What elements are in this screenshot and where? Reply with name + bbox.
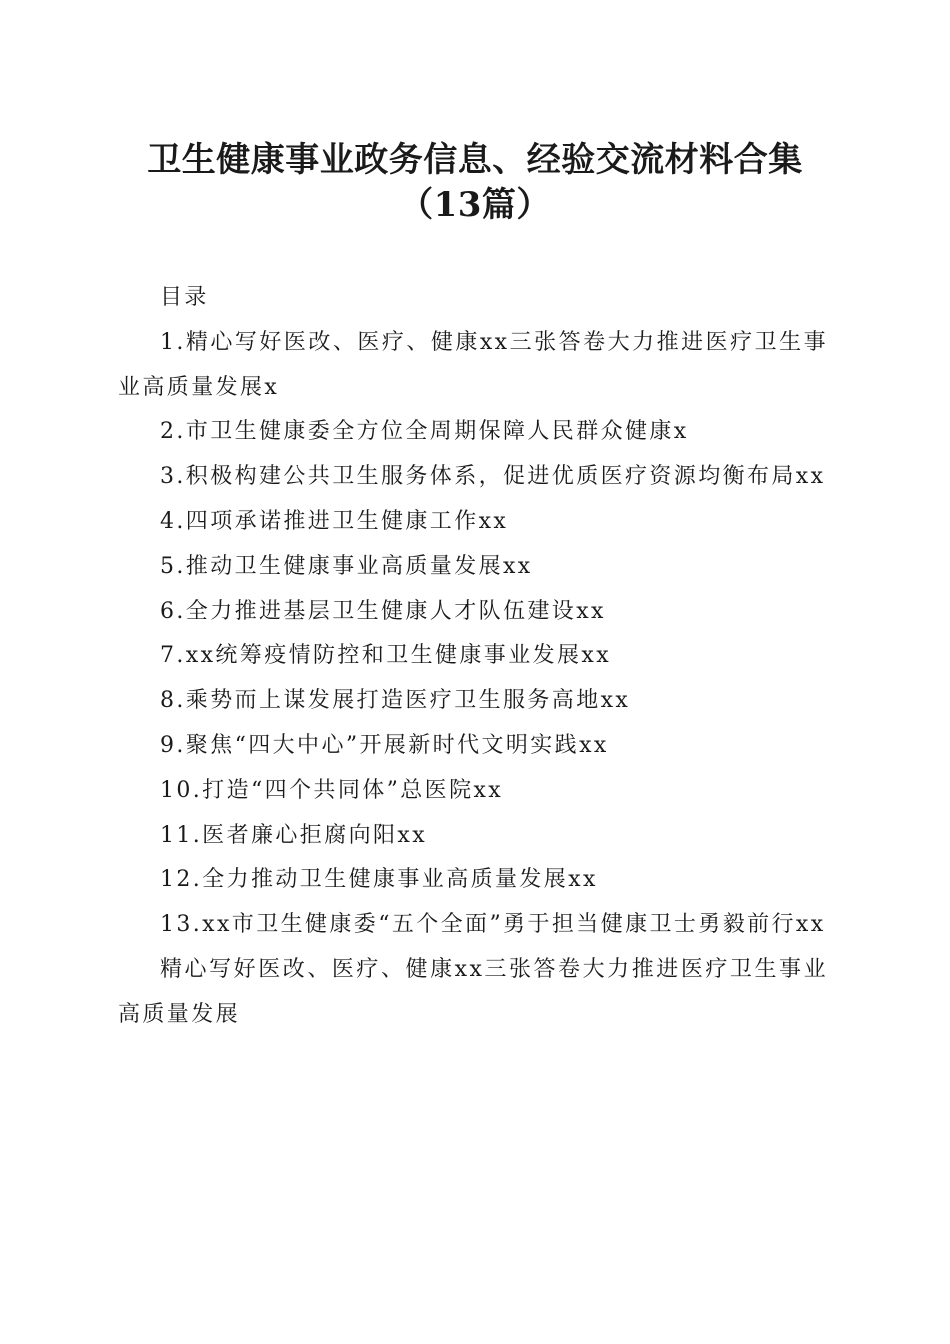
toc-item: 8.乘势而上谋发展打造医疗卫生服务高地xx	[160, 688, 631, 714]
toc-item: 13.xx市卫生健康委“五个全面”勇于担当健康卫士勇毅前行xx	[160, 912, 826, 938]
toc-item: 7.xx统筹疫情防控和卫生健康事业发展xx	[160, 643, 612, 669]
toc-item: 3.积极构建公共卫生服务体系，促进优质医疗资源均衡布局xx	[160, 464, 826, 490]
toc-item: 5.推动卫生健康事业高质量发展xx	[160, 553, 533, 579]
toc-item: 1.精心写好医改、医疗、健康xx三张答卷大力推进医疗卫生事业高质量发展x	[118, 329, 828, 400]
toc-item: 6.全力推进基层卫生健康人才队伍建设xx	[160, 598, 606, 624]
toc-heading: 目录	[160, 285, 209, 310]
toc-item: 10.打造“四个共同体”总医院xx	[160, 777, 504, 803]
toc-item: 4.四项承诺推进卫生健康工作xx	[160, 508, 509, 534]
toc-item: 11.医者廉心拒腐向阳xx	[160, 822, 428, 848]
article-title: 精心写好医改、医疗、健康xx三张答卷大力推进医疗卫生事业高质量发展	[118, 956, 828, 1027]
document-body	[118, 276, 828, 1038]
document-title: 卫生健康事业政务信息、经验交流材料合集	[147, 140, 803, 180]
document-subtitle-count: （13篇）	[399, 185, 551, 225]
toc-item: 2.市卫生健康委全方位全周期保障人民群众健康x	[160, 419, 689, 445]
toc-item: 9.聚焦“四大中心”开展新时代文明实践xx	[160, 732, 609, 758]
toc-item: 12.全力推动卫生健康事业高质量发展xx	[160, 867, 598, 893]
